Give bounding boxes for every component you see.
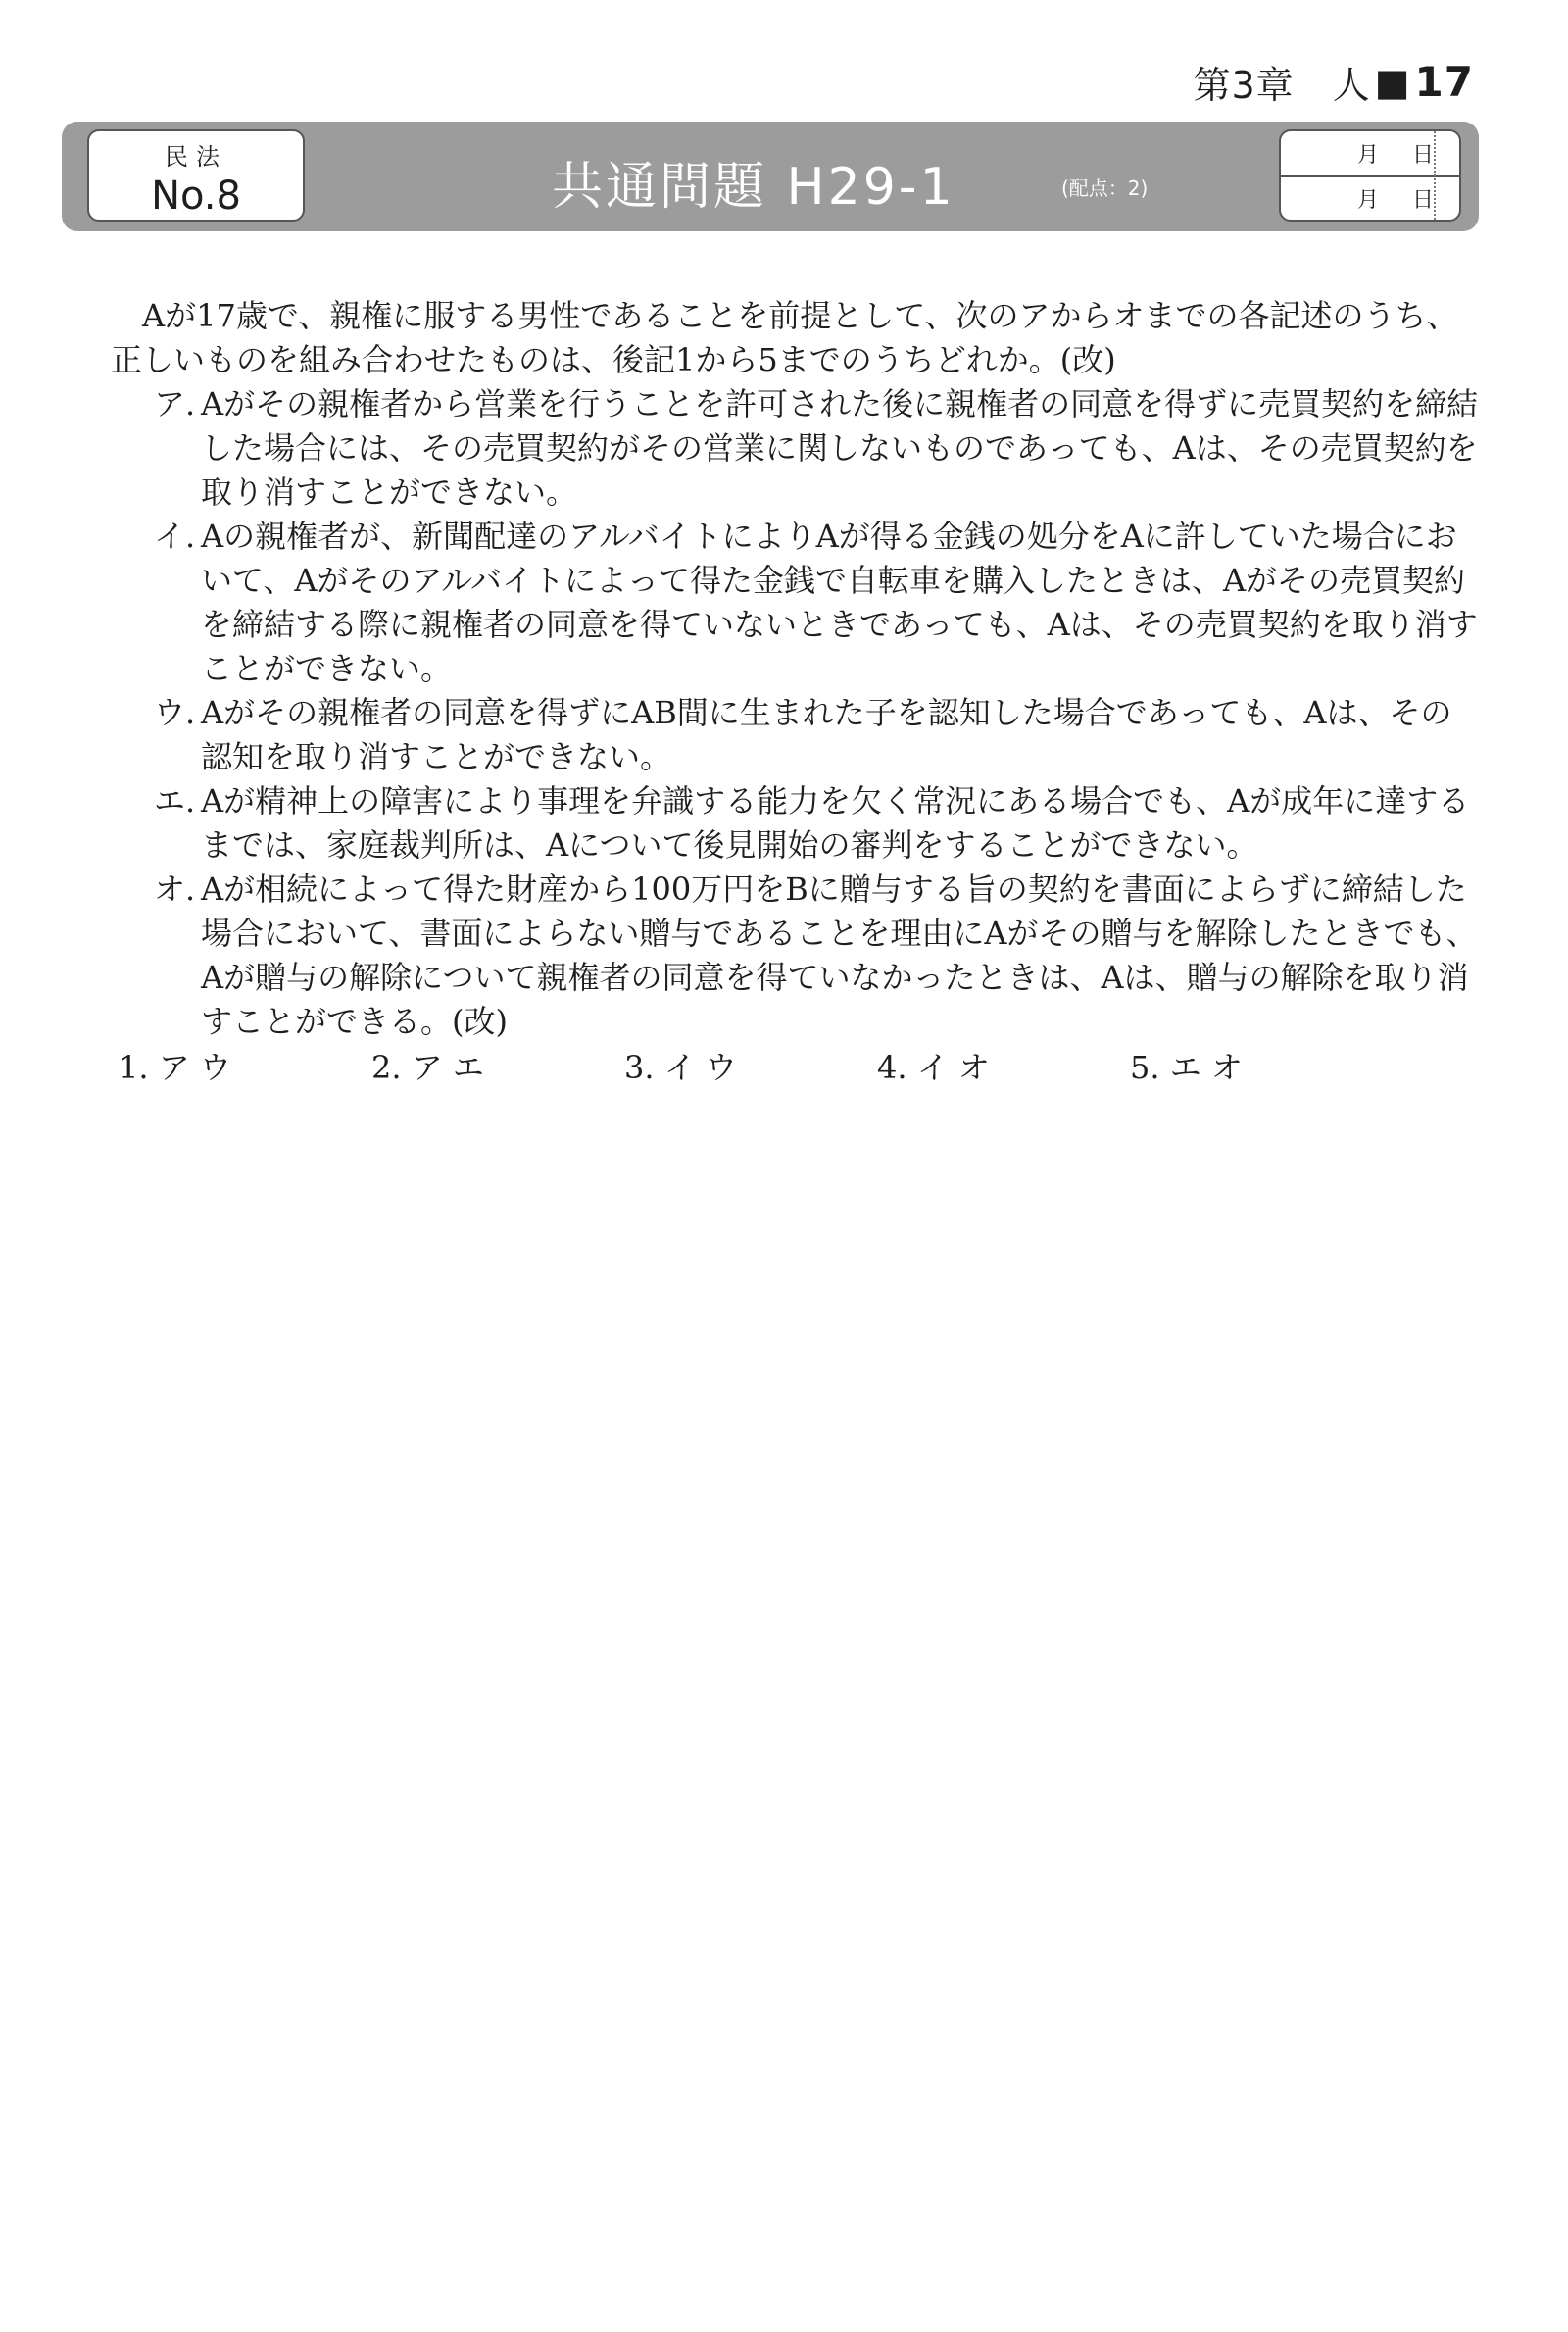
question-header — [62, 122, 1479, 231]
question-intro: Aが17歳で、親権に服する男性であることを前提として、次のアからオまでの各記述のうち、正しいものを組み合わせたものは、後記1から5までのうちどれか。(改) — [111, 297, 1458, 378]
page-number: 17 — [1414, 58, 1474, 106]
option-label: イ. — [154, 518, 196, 555]
month-label: 月 — [1356, 143, 1379, 168]
question-number: No.8 — [151, 174, 241, 219]
date-row — [1281, 131, 1459, 175]
chapter-label: 第3章 人 — [1193, 64, 1371, 107]
study-date-box — [1279, 129, 1461, 222]
answer-choice-3: 3. イ ウ — [624, 1049, 737, 1086]
answer-choice-4: 4. イ オ — [877, 1049, 990, 1086]
day-label: 日 — [1411, 143, 1434, 168]
option-text: Aが精神上の障害により事理を弁識する能力を欠く常況にある場合でも、Aが成年に達するまでは、家庭裁判所は、Aについて後見開始の審判をすることができない。 — [201, 782, 1470, 864]
option-u — [111, 691, 1483, 779]
option-label: エ. — [154, 782, 196, 819]
option-text: Aがその親権者の同意を得ずにAB間に生まれた子を認知した場合であっても、Aは、その認知を取り消すことができない。 — [201, 694, 1452, 775]
check-column-divider — [1434, 131, 1436, 220]
option-text: Aがその親権者から営業を行うことを許可された後に親権者の同意を得ずに売買契約を締結した場合には、その売買契約がその営業に関しないものであっても、Aは、その売買契約を取り消すことができない。 — [201, 385, 1479, 511]
points-label: (配点：2) — [1061, 176, 1149, 200]
question-title: 共通問題 H29-1 — [552, 158, 956, 217]
answer-choice-2: 2. ア エ — [371, 1049, 484, 1086]
option-i — [111, 515, 1483, 691]
answer-choice-5: 5. エ オ — [1130, 1049, 1243, 1086]
subject-box — [87, 129, 305, 222]
answer-choices — [111, 1046, 1483, 1090]
option-text: Aが相続によって得た財産から100万円をBに贈与する旨の契約を書面によらずに締結した場合において、書面によらない贈与であることを理由にAがその贈与を解除したときでも、Aが贈与の解除について親権者の同意を得ていなかったときは、Aは、贈与の解除を取り消すことができる。(改) — [201, 870, 1478, 1040]
date-row — [1281, 175, 1459, 220]
option-a — [111, 382, 1483, 515]
answer-choice-1: 1. ア ウ — [119, 1049, 231, 1086]
option-o — [111, 868, 1483, 1044]
option-e — [111, 779, 1483, 868]
day-label: 日 — [1411, 188, 1434, 213]
chapter-page-header — [1193, 55, 1474, 109]
option-text: Aの親権者が、新聞配達のアルバイトによりAが得る金銭の処分をAに許していた場合において、Aがそのアルバイトによって得た金銭で自転車を購入したときは、Aがその売買契約を締結する際に親権者の同意を得ていないときであっても、Aは、その売買契約を取り消すことができない。 — [201, 518, 1478, 687]
option-label: ア. — [154, 385, 196, 422]
option-label: ウ. — [154, 694, 196, 731]
black-square-icon: ■ — [1374, 60, 1411, 104]
month-label: 月 — [1356, 188, 1379, 213]
subject-label: 民法 — [165, 143, 227, 171]
question-body — [111, 294, 1483, 1090]
option-label: オ. — [154, 870, 196, 908]
